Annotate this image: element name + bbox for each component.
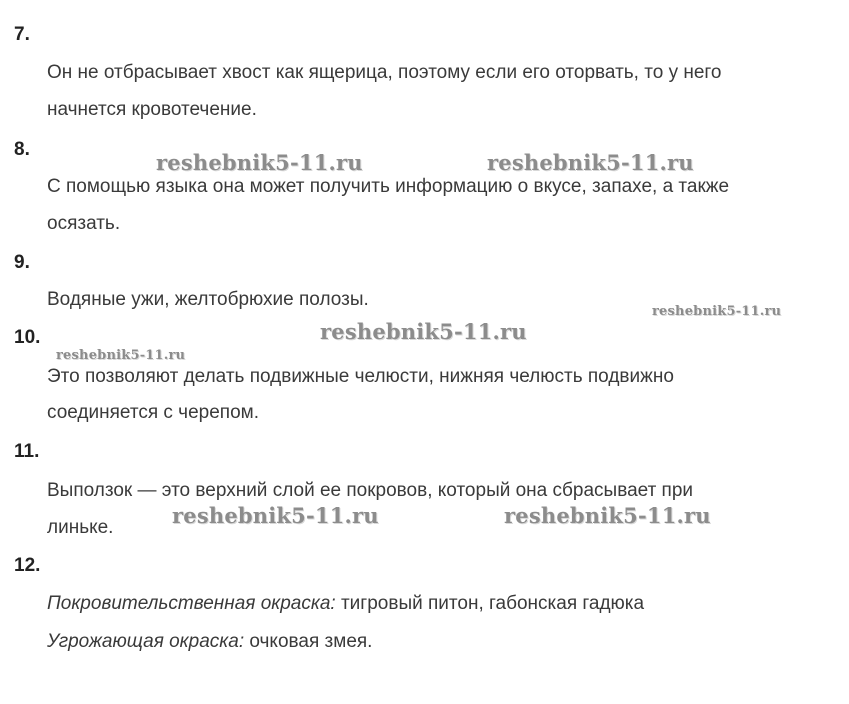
watermark: reshebnik5-11.ru <box>172 503 379 528</box>
answer-9-line-1: Водяные ужи, желтобрюхие полозы. <box>47 289 369 310</box>
answer-10-line-1: Это позволяют делать подвижные челюсти, нижняя челюсть подвижно <box>47 366 674 387</box>
answer-11-line-2: линьке. <box>47 517 114 538</box>
answer-12-row-2 <box>47 630 372 654</box>
watermark: reshebnik5-11.ru <box>504 503 711 528</box>
watermark: reshebnik5-11.ru <box>320 319 527 344</box>
protective-coloring-label: Покровительственная окраска: <box>47 593 336 614</box>
answer-8-line-2: осязать. <box>47 213 121 234</box>
watermark: reshebnik5-11.ru <box>156 150 363 175</box>
answer-number-10: 10. <box>14 327 41 348</box>
answer-number-7: 7. <box>14 24 30 45</box>
watermark: reshebnik5-11.ru <box>487 150 694 175</box>
warning-coloring-label: Угрожающая окраска: <box>47 631 245 652</box>
answer-number-11: 11. <box>14 441 40 462</box>
answer-7-line-1: Он не отбрасывает хвост как ящерица, поэтому если его оторвать, то у него <box>47 62 722 83</box>
answer-7-line-2: начнется кровотечение. <box>47 99 257 120</box>
answer-12-row-1 <box>47 592 644 616</box>
answer-10-line-2: соединяется с черепом. <box>47 402 259 423</box>
answer-number-8: 8. <box>14 139 30 160</box>
watermark: reshebnik5-11.ru <box>56 348 186 363</box>
protective-coloring-text: тигровый питон, габонская гадюка <box>335 593 645 614</box>
answer-8-line-1: С помощью языка она может получить информацию о вкусе, запахе, а также <box>47 176 730 197</box>
warning-coloring-text: очковая змея. <box>244 631 373 652</box>
watermark: reshebnik5-11.ru <box>652 304 782 319</box>
answer-number-9: 9. <box>14 252 30 273</box>
answer-number-12: 12. <box>14 555 41 576</box>
answer-11-line-1: Выползок — это верхний слой ее покровов, который она сбрасывает при <box>47 480 694 501</box>
